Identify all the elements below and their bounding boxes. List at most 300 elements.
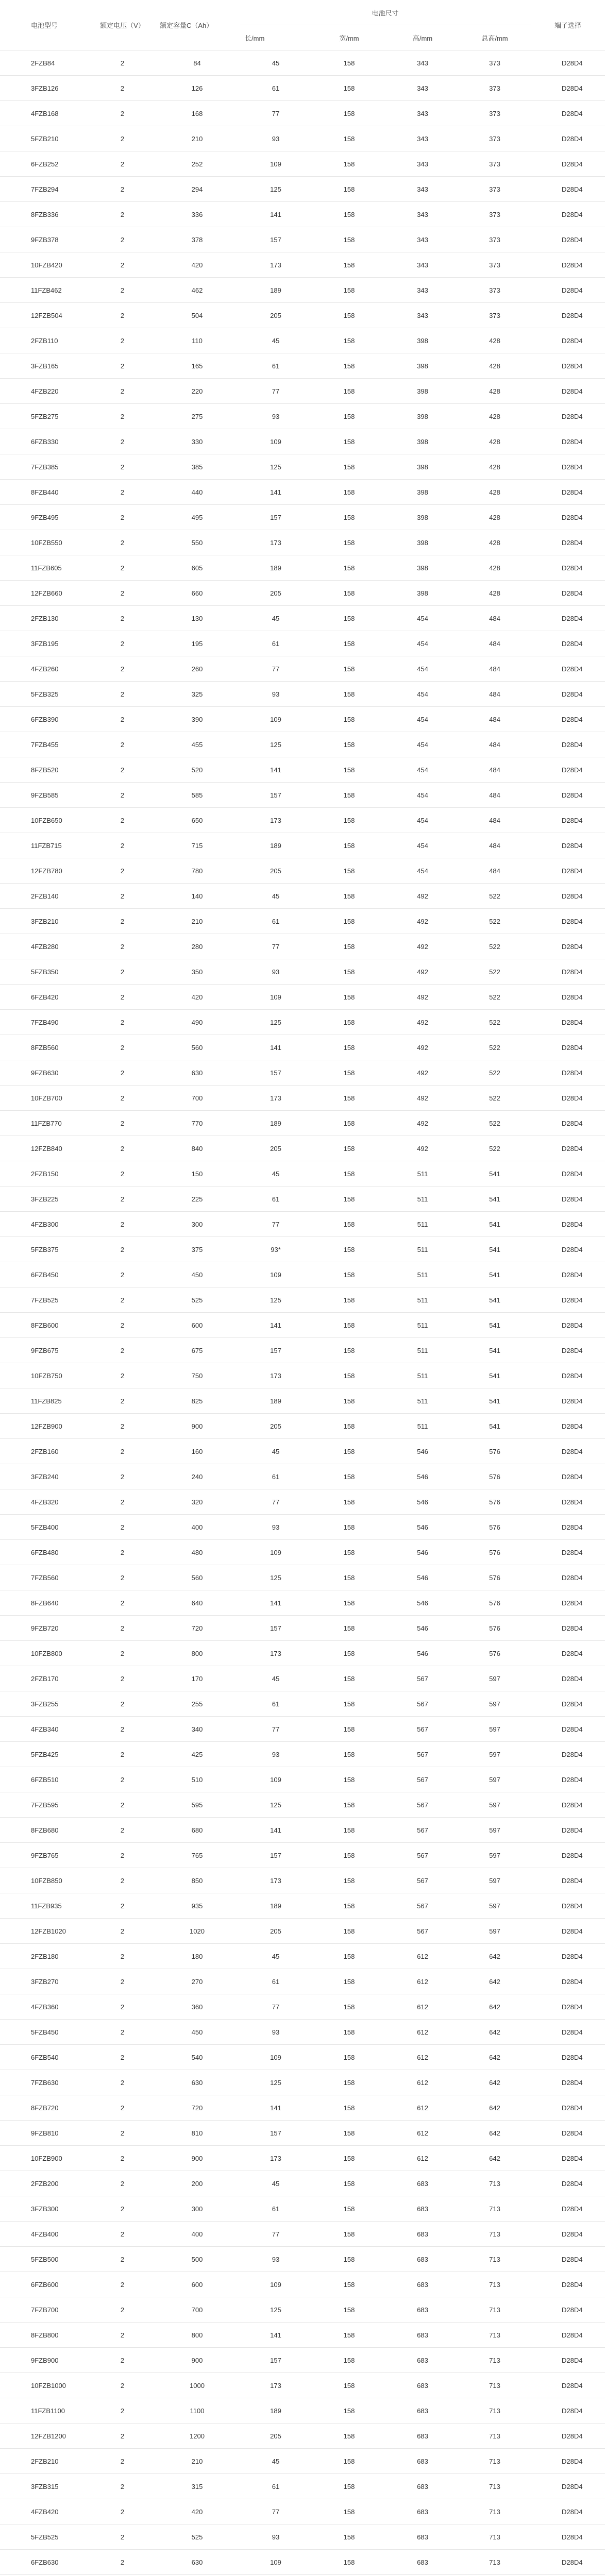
table-row	[0, 1843, 605, 1868]
cell-voltage: 2	[90, 1111, 155, 1136]
cell-terminal: D28D4	[531, 985, 605, 1010]
cell-total-height: 484	[459, 606, 531, 631]
cell-total-height: 484	[459, 732, 531, 757]
cell-model: 10FZB750	[0, 1363, 90, 1388]
cell-terminal: D28D4	[531, 2424, 605, 2449]
cell-voltage: 2	[90, 555, 155, 581]
cell-capacity: 480	[155, 1540, 240, 1565]
cell-model: 12FZB1020	[0, 1919, 90, 1944]
table-row	[0, 1818, 605, 1843]
cell-capacity: 525	[155, 2524, 240, 2550]
cell-total-height: 522	[459, 909, 531, 934]
table-row	[0, 1414, 605, 1439]
cell-total-height: 713	[459, 2499, 531, 2524]
cell-model: 3FZB165	[0, 353, 90, 379]
cell-total-height: 428	[459, 581, 531, 606]
cell-length: 141	[240, 1313, 312, 1338]
cell-width: 158	[312, 2121, 386, 2146]
cell-voltage: 2	[90, 2323, 155, 2348]
cell-capacity: 630	[155, 2070, 240, 2095]
cell-voltage: 2	[90, 631, 155, 656]
cell-model: 12FZB900	[0, 1414, 90, 1439]
cell-model: 3FZB255	[0, 1691, 90, 1717]
cell-capacity: 560	[155, 1565, 240, 1590]
cell-length: 109	[240, 429, 312, 454]
cell-voltage: 2	[90, 656, 155, 682]
cell-voltage: 2	[90, 606, 155, 631]
cell-voltage: 2	[90, 1035, 155, 1060]
cell-voltage: 2	[90, 1313, 155, 1338]
table-row	[0, 202, 605, 227]
cell-total-height: 541	[459, 1161, 531, 1187]
cell-total-height: 642	[459, 1944, 531, 1969]
cell-voltage: 2	[90, 1969, 155, 1994]
cell-capacity: 560	[155, 1035, 240, 1060]
cell-length: 77	[240, 101, 312, 126]
cell-model: 6FZB390	[0, 707, 90, 732]
table-row	[0, 1086, 605, 1111]
cell-total-height: 597	[459, 1792, 531, 1818]
cell-length: 125	[240, 454, 312, 480]
cell-voltage: 2	[90, 1792, 155, 1818]
cell-voltage: 2	[90, 732, 155, 757]
cell-model: 7FZB560	[0, 1565, 90, 1590]
cell-total-height: 541	[459, 1187, 531, 1212]
table-row	[0, 555, 605, 581]
cell-capacity: 425	[155, 1742, 240, 1767]
cell-terminal: D28D4	[531, 151, 605, 177]
cell-height: 546	[386, 1641, 459, 1666]
cell-capacity: 168	[155, 101, 240, 126]
cell-width: 158	[312, 1818, 386, 1843]
cell-width: 158	[312, 555, 386, 581]
cell-width: 158	[312, 1439, 386, 1464]
table-row	[0, 2020, 605, 2045]
cell-model: 5FZB375	[0, 1237, 90, 1262]
cell-terminal: D28D4	[531, 530, 605, 555]
table-row	[0, 76, 605, 101]
cell-length: 141	[240, 1590, 312, 1616]
table-row	[0, 1767, 605, 1792]
cell-total-height: 576	[459, 1439, 531, 1464]
cell-model: 2FZB170	[0, 1666, 90, 1691]
cell-length: 189	[240, 1893, 312, 1919]
cell-model: 3FZB300	[0, 2196, 90, 2222]
cell-voltage: 2	[90, 1187, 155, 1212]
cell-model: 3FZB225	[0, 1187, 90, 1212]
cell-terminal: D28D4	[531, 505, 605, 530]
cell-terminal: D28D4	[531, 1237, 605, 1262]
cell-length: 189	[240, 833, 312, 858]
cell-capacity: 630	[155, 2550, 240, 2575]
table-row	[0, 101, 605, 126]
cell-length: 173	[240, 2146, 312, 2171]
cell-terminal: D28D4	[531, 1363, 605, 1388]
cell-total-height: 428	[459, 328, 531, 353]
cell-model: 3FZB240	[0, 1464, 90, 1489]
cell-voltage: 2	[90, 1287, 155, 1313]
cell-length: 93	[240, 959, 312, 985]
cell-total-height: 541	[459, 1388, 531, 1414]
cell-terminal: D28D4	[531, 1919, 605, 1944]
cell-model: 10FZB1000	[0, 2373, 90, 2398]
cell-width: 158	[312, 1666, 386, 1691]
cell-height: 612	[386, 2020, 459, 2045]
cell-total-height: 713	[459, 2474, 531, 2499]
cell-terminal: D28D4	[531, 1338, 605, 1363]
cell-voltage: 2	[90, 1742, 155, 1767]
header-model: 电池型号	[0, 0, 90, 50]
cell-voltage: 2	[90, 783, 155, 808]
table-row	[0, 631, 605, 656]
cell-voltage: 2	[90, 1893, 155, 1919]
cell-length: 173	[240, 1868, 312, 1893]
cell-height: 683	[386, 2222, 459, 2247]
cell-width: 158	[312, 1010, 386, 1035]
cell-height: 343	[386, 227, 459, 252]
cell-terminal: D28D4	[531, 1994, 605, 2020]
cell-length: 125	[240, 732, 312, 757]
cell-width: 158	[312, 656, 386, 682]
cell-voltage: 2	[90, 934, 155, 959]
cell-terminal: D28D4	[531, 126, 605, 151]
cell-capacity: 455	[155, 732, 240, 757]
cell-total-height: 484	[459, 783, 531, 808]
cell-voltage: 2	[90, 454, 155, 480]
cell-terminal: D28D4	[531, 2020, 605, 2045]
cell-voltage: 2	[90, 202, 155, 227]
cell-terminal: D28D4	[531, 50, 605, 76]
cell-capacity: 850	[155, 1868, 240, 1893]
cell-length: 157	[240, 2121, 312, 2146]
cell-width: 158	[312, 2323, 386, 2348]
cell-height: 492	[386, 959, 459, 985]
cell-terminal: D28D4	[531, 2070, 605, 2095]
cell-height: 683	[386, 2272, 459, 2297]
cell-terminal: D28D4	[531, 1843, 605, 1868]
cell-width: 158	[312, 505, 386, 530]
cell-height: 454	[386, 858, 459, 884]
cell-model: 7FZB294	[0, 177, 90, 202]
cell-total-height: 597	[459, 1843, 531, 1868]
cell-length: 77	[240, 1489, 312, 1515]
table-row	[0, 2550, 605, 2575]
cell-total-height: 713	[459, 2196, 531, 2222]
cell-voltage: 2	[90, 833, 155, 858]
cell-length: 125	[240, 1792, 312, 1818]
cell-capacity: 150	[155, 1161, 240, 1187]
cell-length: 109	[240, 151, 312, 177]
cell-total-height: 576	[459, 1565, 531, 1590]
cell-width: 158	[312, 50, 386, 76]
cell-terminal: D28D4	[531, 732, 605, 757]
cell-width: 158	[312, 429, 386, 454]
cell-total-height: 428	[459, 505, 531, 530]
cell-length: 45	[240, 1161, 312, 1187]
cell-terminal: D28D4	[531, 1767, 605, 1792]
cell-voltage: 2	[90, 2424, 155, 2449]
cell-terminal: D28D4	[531, 1287, 605, 1313]
cell-model: 9FZB378	[0, 227, 90, 252]
cell-total-height: 428	[459, 429, 531, 454]
cell-voltage: 2	[90, 2247, 155, 2272]
cell-length: 45	[240, 884, 312, 909]
table-row	[0, 2373, 605, 2398]
cell-terminal: D28D4	[531, 1388, 605, 1414]
table-row	[0, 1893, 605, 1919]
cell-height: 567	[386, 1843, 459, 1868]
cell-voltage: 2	[90, 2524, 155, 2550]
cell-height: 567	[386, 1742, 459, 1767]
cell-length: 189	[240, 2398, 312, 2424]
cell-total-height: 484	[459, 808, 531, 833]
cell-voltage: 2	[90, 1843, 155, 1868]
table-row	[0, 379, 605, 404]
cell-total-height: 642	[459, 1969, 531, 1994]
cell-terminal: D28D4	[531, 379, 605, 404]
cell-length: 77	[240, 1717, 312, 1742]
cell-length: 157	[240, 505, 312, 530]
cell-voltage: 2	[90, 404, 155, 429]
cell-terminal: D28D4	[531, 1616, 605, 1641]
cell-width: 158	[312, 530, 386, 555]
cell-voltage: 2	[90, 1590, 155, 1616]
cell-width: 158	[312, 1944, 386, 1969]
cell-capacity: 280	[155, 934, 240, 959]
cell-model: 5FZB450	[0, 2020, 90, 2045]
cell-height: 612	[386, 1994, 459, 2020]
cell-height: 398	[386, 379, 459, 404]
cell-model: 7FZB630	[0, 2070, 90, 2095]
cell-capacity: 420	[155, 2499, 240, 2524]
cell-height: 683	[386, 2524, 459, 2550]
cell-model: 3FZB210	[0, 909, 90, 934]
cell-capacity: 675	[155, 1338, 240, 1363]
cell-total-height: 373	[459, 50, 531, 76]
table-row	[0, 126, 605, 151]
cell-capacity: 275	[155, 404, 240, 429]
table-row	[0, 454, 605, 480]
cell-model: 3FZB315	[0, 2474, 90, 2499]
cell-capacity: 510	[155, 1767, 240, 1792]
cell-terminal: D28D4	[531, 353, 605, 379]
cell-model: 6FZB330	[0, 429, 90, 454]
cell-model: 4FZB168	[0, 101, 90, 126]
table-row	[0, 1388, 605, 1414]
cell-height: 612	[386, 2045, 459, 2070]
cell-total-height: 522	[459, 1136, 531, 1161]
table-row	[0, 252, 605, 278]
cell-total-height: 484	[459, 707, 531, 732]
cell-height: 343	[386, 76, 459, 101]
cell-height: 343	[386, 303, 459, 328]
cell-model: 4FZB220	[0, 379, 90, 404]
cell-voltage: 2	[90, 1767, 155, 1792]
cell-height: 511	[386, 1338, 459, 1363]
cell-voltage: 2	[90, 985, 155, 1010]
cell-height: 454	[386, 757, 459, 783]
cell-capacity: 700	[155, 1086, 240, 1111]
cell-voltage: 2	[90, 1666, 155, 1691]
cell-total-height: 373	[459, 252, 531, 278]
cell-capacity: 340	[155, 1717, 240, 1742]
cell-capacity: 495	[155, 505, 240, 530]
table-row	[0, 1515, 605, 1540]
cell-total-height: 597	[459, 1868, 531, 1893]
cell-width: 158	[312, 1590, 386, 1616]
cell-height: 454	[386, 808, 459, 833]
cell-voltage: 2	[90, 2550, 155, 2575]
cell-capacity: 170	[155, 1666, 240, 1691]
table-row	[0, 1035, 605, 1060]
cell-voltage: 2	[90, 379, 155, 404]
cell-height: 612	[386, 1969, 459, 1994]
cell-width: 158	[312, 934, 386, 959]
table-row	[0, 707, 605, 732]
cell-voltage: 2	[90, 1515, 155, 1540]
cell-height: 398	[386, 429, 459, 454]
cell-capacity: 935	[155, 1893, 240, 1919]
table-row	[0, 328, 605, 353]
cell-width: 158	[312, 2272, 386, 2297]
cell-voltage: 2	[90, 1641, 155, 1666]
cell-width: 158	[312, 328, 386, 353]
cell-length: 205	[240, 1414, 312, 1439]
cell-model: 11FZB825	[0, 1388, 90, 1414]
cell-width: 158	[312, 833, 386, 858]
cell-capacity: 600	[155, 2272, 240, 2297]
cell-terminal: D28D4	[531, 2171, 605, 2196]
cell-total-height: 642	[459, 2070, 531, 2095]
cell-capacity: 605	[155, 555, 240, 581]
cell-width: 158	[312, 76, 386, 101]
cell-total-height: 713	[459, 2424, 531, 2449]
cell-model: 4FZB280	[0, 934, 90, 959]
cell-length: 173	[240, 808, 312, 833]
cell-capacity: 900	[155, 1414, 240, 1439]
cell-terminal: D28D4	[531, 1187, 605, 1212]
cell-capacity: 525	[155, 1287, 240, 1313]
cell-model: 12FZB1200	[0, 2424, 90, 2449]
cell-height: 683	[386, 2323, 459, 2348]
table-row	[0, 1212, 605, 1237]
cell-width: 158	[312, 1616, 386, 1641]
cell-terminal: D28D4	[531, 2095, 605, 2121]
cell-terminal: D28D4	[531, 1717, 605, 1742]
cell-model: 7FZB595	[0, 1792, 90, 1818]
cell-terminal: D28D4	[531, 757, 605, 783]
cell-length: 109	[240, 1767, 312, 1792]
cell-length: 93	[240, 1742, 312, 1767]
cell-model: 12FZB840	[0, 1136, 90, 1161]
cell-model: 10FZB800	[0, 1641, 90, 1666]
cell-capacity: 780	[155, 858, 240, 884]
cell-total-height: 713	[459, 2373, 531, 2398]
cell-height: 511	[386, 1161, 459, 1187]
cell-length: 77	[240, 656, 312, 682]
cell-terminal: D28D4	[531, 2323, 605, 2348]
cell-capacity: 490	[155, 1010, 240, 1035]
cell-height: 492	[386, 1010, 459, 1035]
cell-capacity: 130	[155, 606, 240, 631]
cell-total-height: 713	[459, 2348, 531, 2373]
cell-voltage: 2	[90, 2373, 155, 2398]
cell-model: 5FZB210	[0, 126, 90, 151]
cell-height: 398	[386, 530, 459, 555]
cell-total-height: 541	[459, 1313, 531, 1338]
table-row	[0, 2272, 605, 2297]
cell-voltage: 2	[90, 808, 155, 833]
cell-terminal: D28D4	[531, 1212, 605, 1237]
cell-total-height: 576	[459, 1590, 531, 1616]
cell-width: 158	[312, 858, 386, 884]
table-row	[0, 1136, 605, 1161]
cell-capacity: 300	[155, 1212, 240, 1237]
cell-model: 10FZB420	[0, 252, 90, 278]
table-row	[0, 530, 605, 555]
cell-total-height: 522	[459, 1035, 531, 1060]
cell-model: 10FZB850	[0, 1868, 90, 1893]
cell-length: 173	[240, 1086, 312, 1111]
cell-width: 158	[312, 303, 386, 328]
cell-height: 454	[386, 707, 459, 732]
cell-length: 93	[240, 126, 312, 151]
cell-height: 454	[386, 732, 459, 757]
cell-width: 158	[312, 202, 386, 227]
cell-total-height: 576	[459, 1540, 531, 1565]
cell-terminal: D28D4	[531, 783, 605, 808]
cell-terminal: D28D4	[531, 2272, 605, 2297]
cell-length: 125	[240, 2070, 312, 2095]
cell-height: 546	[386, 1565, 459, 1590]
cell-width: 158	[312, 2499, 386, 2524]
cell-total-height: 522	[459, 934, 531, 959]
cell-width: 158	[312, 1262, 386, 1287]
cell-total-height: 541	[459, 1287, 531, 1313]
cell-height: 683	[386, 2474, 459, 2499]
cell-terminal: D28D4	[531, 1515, 605, 1540]
cell-capacity: 540	[155, 2045, 240, 2070]
cell-height: 546	[386, 1515, 459, 1540]
table-row	[0, 1641, 605, 1666]
cell-model: 9FZB765	[0, 1843, 90, 1868]
table-row	[0, 1994, 605, 2020]
cell-width: 158	[312, 2297, 386, 2323]
cell-voltage: 2	[90, 1338, 155, 1363]
cell-total-height: 522	[459, 884, 531, 909]
cell-length: 61	[240, 2196, 312, 2222]
cell-length: 173	[240, 530, 312, 555]
cell-model: 11FZB935	[0, 1893, 90, 1919]
cell-height: 567	[386, 1868, 459, 1893]
cell-voltage: 2	[90, 1994, 155, 2020]
cell-width: 158	[312, 2045, 386, 2070]
cell-height: 683	[386, 2424, 459, 2449]
cell-height: 398	[386, 480, 459, 505]
table-row	[0, 404, 605, 429]
cell-length: 157	[240, 2348, 312, 2373]
cell-total-height: 484	[459, 858, 531, 884]
cell-model: 9FZB810	[0, 2121, 90, 2146]
table-row	[0, 1969, 605, 1994]
cell-voltage: 2	[90, 328, 155, 353]
cell-total-height: 373	[459, 227, 531, 252]
cell-width: 158	[312, 1489, 386, 1515]
cell-capacity: 320	[155, 1489, 240, 1515]
cell-capacity: 550	[155, 530, 240, 555]
cell-capacity: 126	[155, 76, 240, 101]
cell-height: 511	[386, 1388, 459, 1414]
